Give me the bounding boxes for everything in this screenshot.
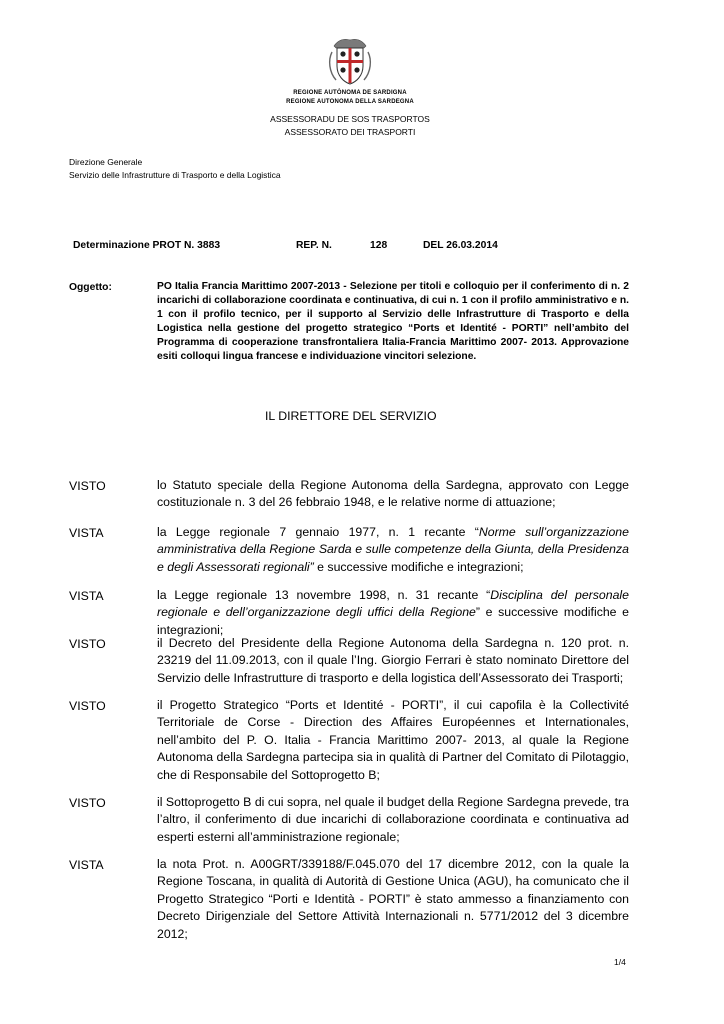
page-heading: IL DIRETTORE DEL SERVIZIO bbox=[265, 409, 437, 423]
determination-date: DEL 26.03.2014 bbox=[423, 240, 498, 251]
determination-protocol: Determinazione PROT N. 3883 bbox=[73, 240, 221, 251]
paragraph-text-prefix: la Legge regionale 13 novembre 1998, n. 31 recante “ bbox=[157, 588, 491, 602]
paragraph-text-prefix: la Legge regionale 7 gennaio 1977, n. 1 recante “ bbox=[157, 525, 479, 539]
office-general-direction: Direzione Generale bbox=[69, 157, 143, 167]
paragraph-text: il Progetto Strategico “Ports et Identité - PORTI”, il cui capofila è la Collectivité Territoriale de Corse - Direction des Affaires Européennes et Internationales, nell’ambito del P. O. Italia - Francia Marittimo 2007- 2013, al quale la Regione Autonoma della Sardegna partecipa sia in qualità di Partner del Comitato di Pilotaggio, che di Responsabile del Sottoprogetto B; bbox=[157, 698, 629, 782]
paragraph-label: VISTA bbox=[69, 858, 104, 872]
law-title: Disciplina del personale regionale e dell’organizzazione degli uffici della Regione bbox=[157, 588, 629, 620]
paragraph-text: lo Statuto speciale della Regione Autonoma della Sardegna, approvato con Legge costituzionale n. 3 del 26 febbraio 1948, e le relative norme di attuazione; bbox=[157, 478, 629, 510]
region-name-sardinian: REGIONE AUTÒNOMA DE SARDIGNA bbox=[293, 90, 407, 96]
paragraph-label: VISTA bbox=[69, 526, 104, 540]
determination-rep-number: 128 bbox=[370, 240, 388, 251]
law-title: Norme sull’organizzazione amministrativa della Regione Sarda e sulle competenze della Giunta, della Presidenza e degli Assessorati regionali” bbox=[157, 525, 629, 574]
paragraph-label: VISTA bbox=[69, 589, 104, 603]
paragraph-label: VISTO bbox=[69, 796, 106, 810]
paragraph-label: VISTO bbox=[69, 479, 106, 493]
paragraph-text: il Decreto del Presidente della Regione Autonoma della Sardegna n. 120 prot. n. 23219 del 11.09.2013, con il quale l’Ing. Giorgio Ferrari è stato nominato Direttore del Servizio delle Infrastrutture di trasporto e della logistica dell’Assessorato dei Trasporti; bbox=[157, 636, 629, 685]
determination-rep-label: REP. N. bbox=[296, 240, 332, 251]
subject-text: PO Italia Francia Marittimo 2007-2013 - Selezione per titoli e colloquio per il conferimento di n. 2 incarichi di collaborazione coordinata e continuativa, di cui n. 1 con il profilo amministrativo e n. 1 con il profilo tecnico, per il supporto al Servizio delle Infrastrutture di Trasporto e della Logistica nella gestione del progetto strategico “Ports et Identité - PORTI” nell’ambito del Programma di cooperazione transfrontaliera Italia-Francia Marittimo 2007- 2013. Approvazione esiti colloqui lingua francese e individuazione vincitori selezione. bbox=[157, 281, 629, 362]
paragraph-text: il Sottoprogetto B di cui sopra, nel quale il budget della Regione Sardegna prevede, tra l’altro, il conferimento di due incarichi di collaborazione coordinata e continuativa ad esperti esterni all’amministrazione regionale; bbox=[157, 795, 629, 844]
subject-label: Oggetto: bbox=[69, 282, 112, 293]
paragraph-text-suffix: ” e successive modifiche e integrazioni; bbox=[157, 605, 629, 637]
paragraph-text-suffix: e successive modifiche e integrazioni; bbox=[313, 559, 524, 574]
paragraph-text: la nota Prot. n. A00GRT/339188/F.045.070 del 17 dicembre 2012, con la quale la Regione Toscana, in qualità di Autorità di Gestione Unica (AGU), ha comunicato che il Progetto Strategico “Porti e Identità - PORTI” è stato ammesso a finanziamento con Decreto Dirigenziale del Settore Attività Internazionali n. 5771/2012 del 3 dicembre 2012; bbox=[157, 857, 629, 941]
paragraph-label: VISTO bbox=[69, 699, 106, 713]
office-service-name: Servizio delle Infrastrutture di Trasporto e della Logistica bbox=[69, 170, 281, 180]
sardinia-coat-of-arms-icon bbox=[324, 36, 376, 88]
region-name-italian: REGIONE AUTONOMA DELLA SARDEGNA bbox=[286, 99, 414, 105]
paragraph-text bbox=[157, 587, 629, 639]
paragraph-label: VISTO bbox=[69, 637, 106, 651]
page-number: 1/4 bbox=[614, 957, 626, 967]
department-name-italian: ASSESSORATO DEI TRASPORTI bbox=[284, 127, 416, 137]
department-name-sardinian: ASSESSORADU DE SOS TRASPORTOS bbox=[270, 114, 430, 124]
paragraph-text bbox=[157, 524, 629, 576]
